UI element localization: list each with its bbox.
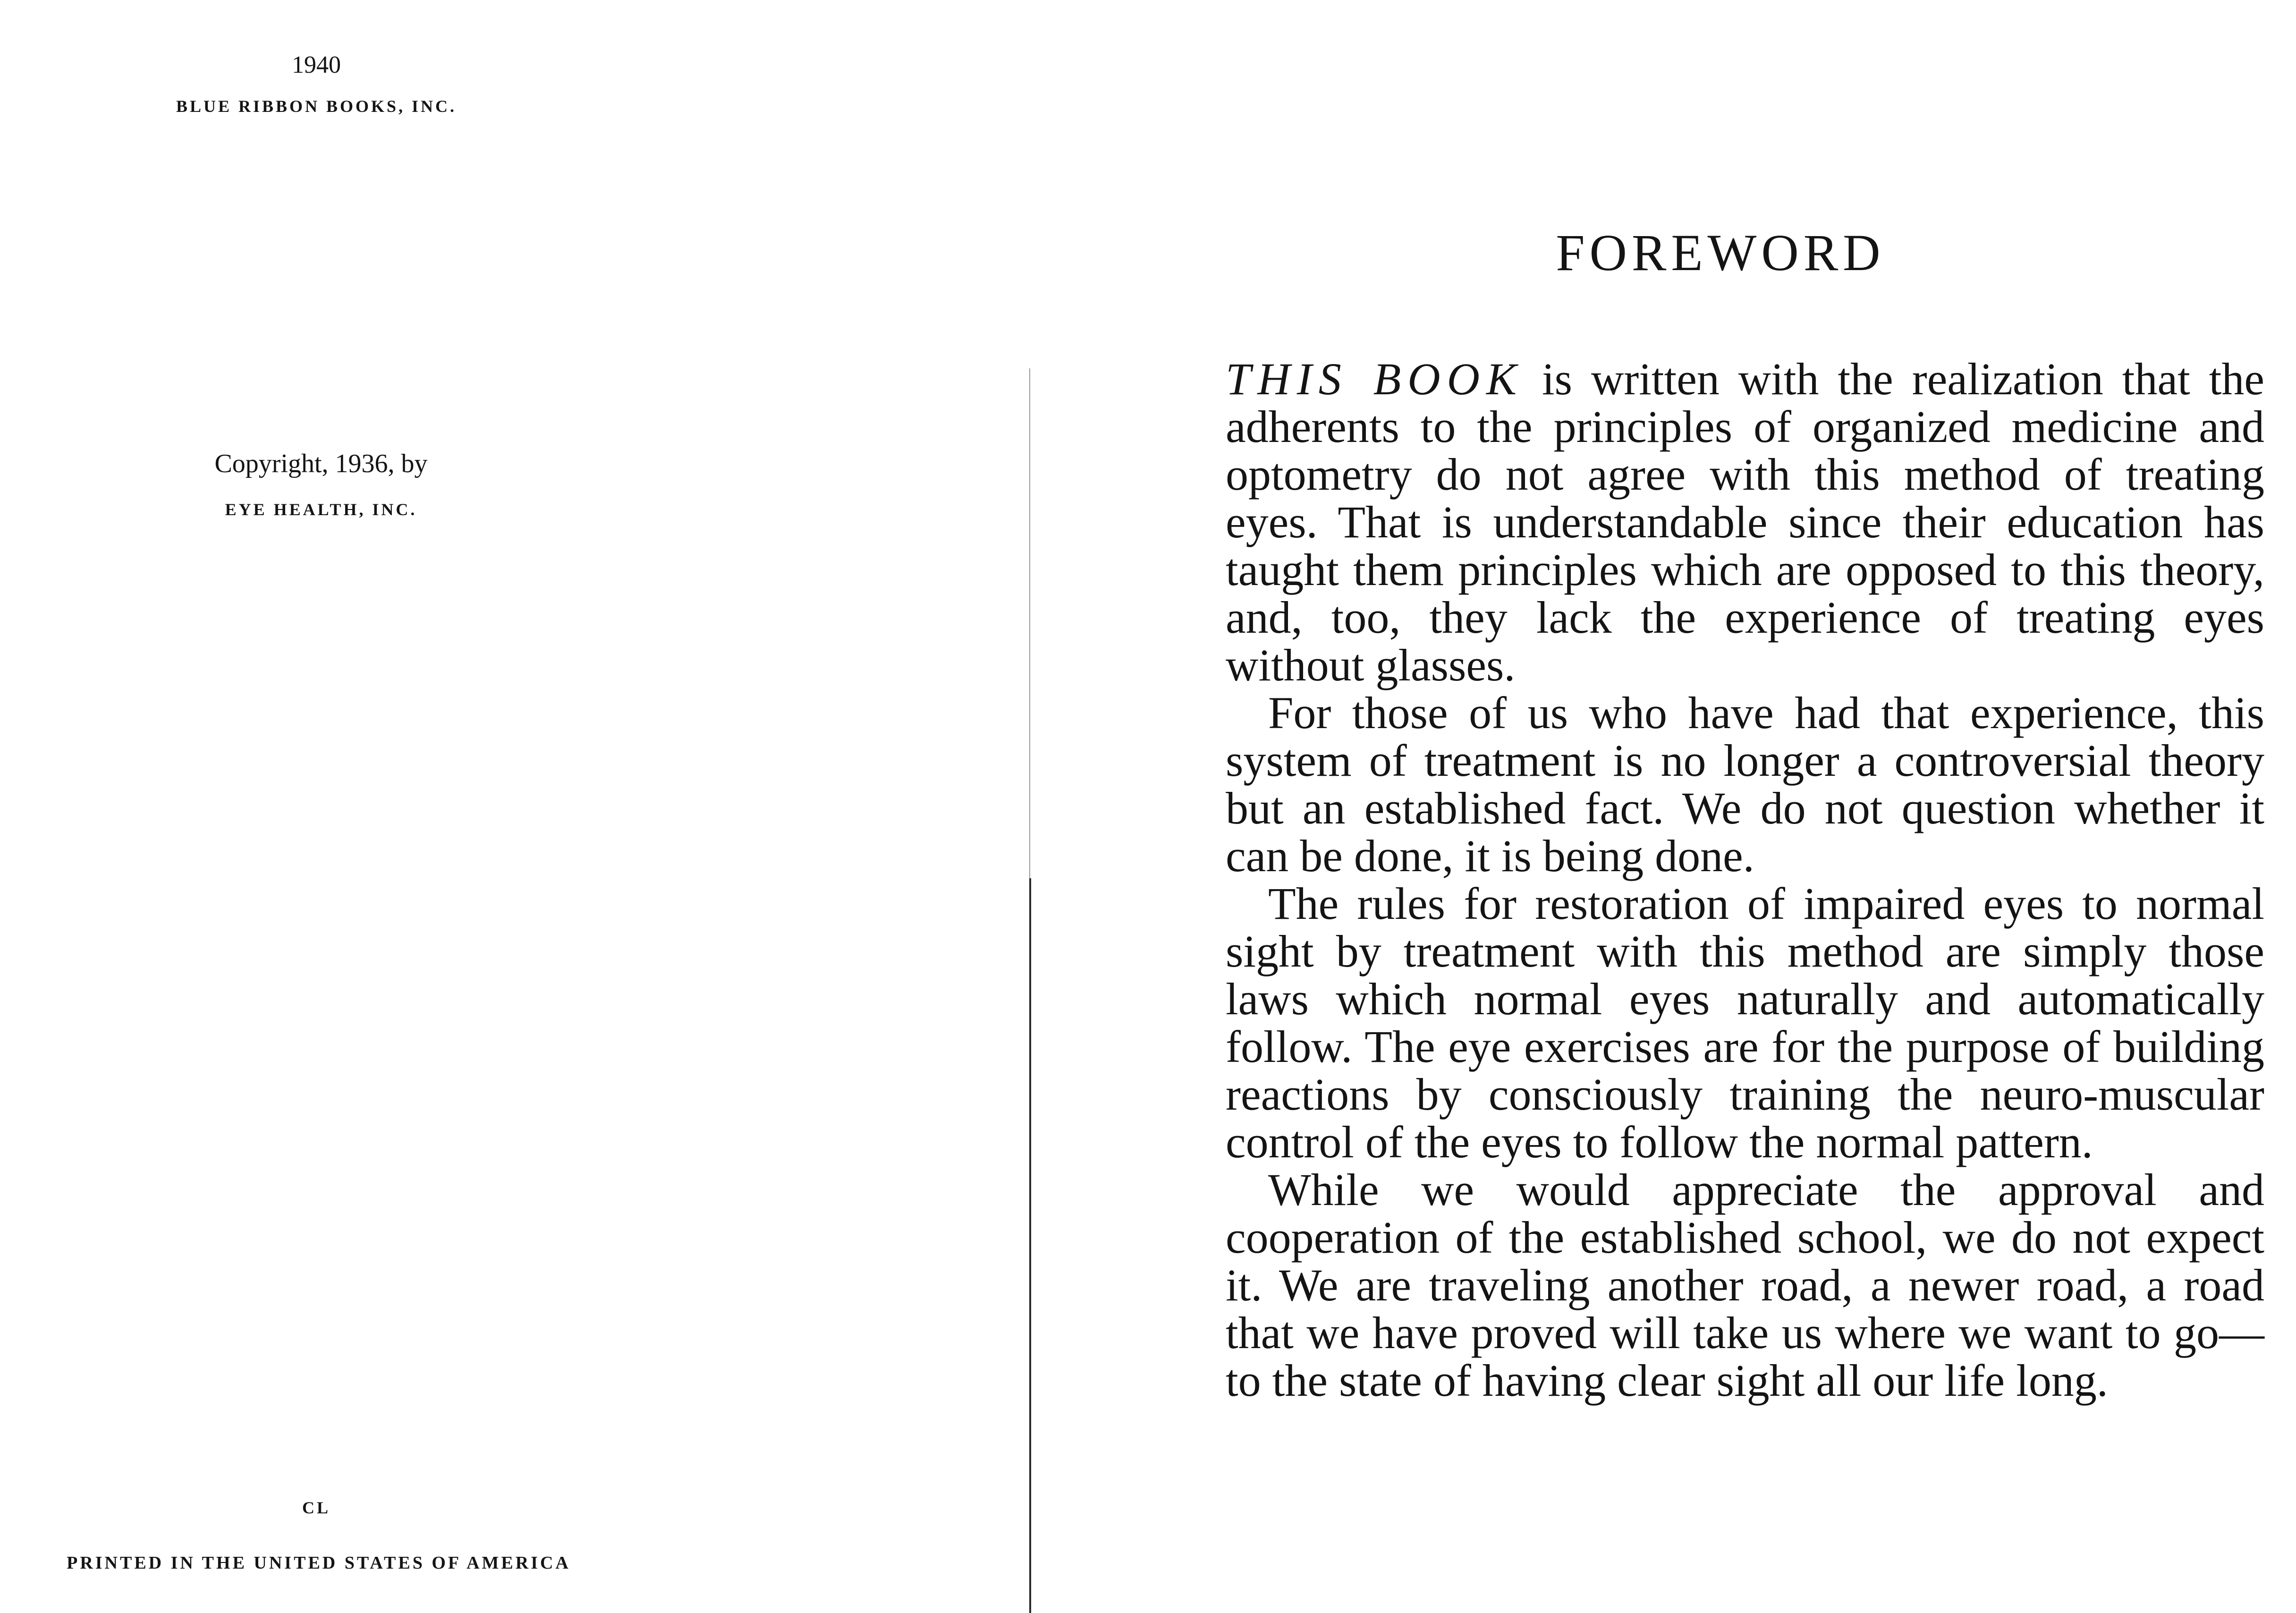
printed-in-notice: PRINTED IN THE UNITED STATES OF AMERICA — [67, 1553, 571, 1573]
lead-in-text: THIS BOOK — [1226, 354, 1523, 404]
foreword-text — [1226, 355, 2264, 1404]
copyright-holder: EYE HEALTH, INC. — [225, 500, 417, 519]
foreword-paragraph-1 — [1226, 355, 2264, 689]
copyright-page — [0, 0, 1029, 1613]
publication-year: 1940 — [292, 51, 341, 78]
paragraph-1-rest: is written with the realization that the adherents to the principles of organized medicine and optometry do not agree with this method of treating eyes. That is understandable since their education has taught them principles which are opposed to this theory, and, too, they lack the experience of treating eyes without glasses. — [1226, 354, 2264, 690]
foreword-page — [1031, 0, 2296, 1613]
page-title: FOREWORD — [1556, 224, 1885, 281]
copyright-notice: Copyright, 1936, by — [214, 449, 428, 478]
foreword-paragraph-2: For those of us who have had that experience, this system of treatment is no longer a controversial theory but an established fact. We do not question whether it can be done, it is being done. — [1226, 688, 2264, 881]
publisher-name: BLUE RIBBON BOOKS, INC. — [176, 97, 457, 116]
edition-code: CL — [302, 1498, 330, 1517]
foreword-paragraph-4: While we would appreciate the approval and cooperation of the established school, we do not expect it. We are traveling another road, a newer road, a road that we have proved will take us where we want to go—to the state of having clear sight all our life long. — [1226, 1164, 2264, 1406]
foreword-paragraph-3: The rules for restoration of impaired eyes to normal sight by treatment with this method are simply those laws which normal eyes naturally and automatically follow. The eye exercises are for the purpose of building reactions by consciously training the neuro-muscular control of the eyes to follow the normal pattern. — [1226, 878, 2264, 1167]
